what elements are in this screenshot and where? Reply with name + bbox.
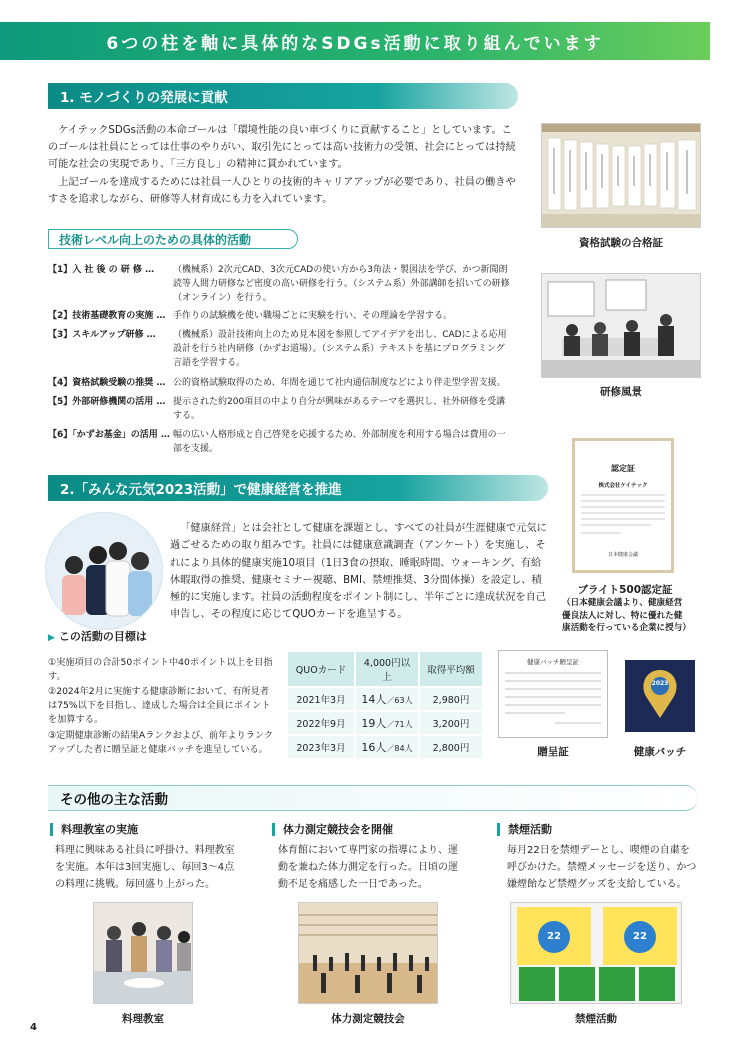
- fitness-heading: 体力測定競技会を開催: [272, 823, 393, 836]
- row-avg: 2,980円: [420, 688, 482, 710]
- poster-number: 22: [633, 931, 647, 942]
- cert-title: 認定証: [611, 464, 635, 473]
- activity-row: [48, 428, 513, 456]
- cert-issuer: 日本健康会議: [607, 552, 638, 558]
- activity-desc: 手作りの試験機を使い職場ごとに実験を行い、その理論を学習する。: [173, 311, 453, 321]
- activity-desc: 幅の広い人格形成と自己啓発を応援するため、外部制度を利用する場合は費用の一部を支援。: [173, 430, 506, 454]
- fitness-photo: [298, 902, 438, 1004]
- section2-para: 「健康経営」とは会社として健康を課題とし、すべての社員が生涯健康で元気に過ごせるための取り組みです。社員には健康意識調査（アンケート）を実施し、それにより具体的健康実施10項目（1日3食の摂取、睡眠時間、ウォーキング、有給休暇取得の推奨、健康セミナー視聴、BMI、禁煙推奨、3分間体操）を設定し、積極的に実施します。社員の活動程度をポイント制にし、半年ごとに達成状況を自己申告し、その程度に応じてQUOカードを進呈する。: [170, 523, 547, 621]
- activity-label: 【6】「かずお基金」の活用 …: [48, 430, 170, 440]
- total-value: ／63人: [386, 696, 413, 705]
- goal-item: ③定期健康診断の結果Aランクおよび、前年よりランクアップした者に贈呈証と健康バッチを進呈している。: [48, 730, 274, 755]
- goal-item: ②2024年2月に実施する健康診断において、有所見者は75%以下を目指し、達成した場合は全員にポイントを加算する。: [48, 686, 271, 725]
- activity-row: [48, 328, 513, 370]
- row-date: 2021年3月: [288, 688, 354, 710]
- activity-label: 【3】スキルアップ研修 …: [48, 330, 156, 340]
- row-count: [356, 736, 418, 758]
- count-value: 19人: [361, 717, 387, 730]
- row-avg: 2,800円: [420, 736, 482, 758]
- table-header: QUOカード: [288, 652, 354, 686]
- activity-row: [48, 395, 513, 423]
- table-header: 4,000円以上: [356, 652, 418, 686]
- nosmoking-heading: 禁煙活動: [497, 823, 552, 836]
- table-row: [288, 736, 482, 758]
- total-value: ／84人: [386, 744, 413, 753]
- bright500-caption: ブライト500認定証: [577, 584, 673, 596]
- row-avg: 3,200円: [420, 712, 482, 734]
- table-header: 取得平均額: [420, 652, 482, 686]
- section1-para1: ケイテックSDGs活動の本命ゴールは「環境性能の良い車づくりに貢献すること」としています。このゴールは社員にとっては仕事のやりがい、取引先にとっては高い技術力の受領、社会にとっては持続可能な社会の実現であり、「三方良し」の精神に貫かれています。: [48, 125, 516, 170]
- triangle-icon: ▶: [48, 633, 55, 643]
- page-banner: 6つの柱を軸に具体的なSDGs活動に取り組んでいます: [0, 22, 710, 60]
- goals-title: この活動の目標は: [58, 630, 147, 643]
- goal-item: ①実施項目の合計50ポイント中40ポイント以上を目指す。: [48, 657, 273, 682]
- cert-company: 株式会社ケイテック: [598, 483, 648, 489]
- goals-heading: [48, 628, 147, 644]
- count-value: 14人: [361, 693, 387, 706]
- row-count: [356, 688, 418, 710]
- certificates-caption: 資格試験の合格証: [579, 237, 663, 249]
- activity-row: [48, 376, 513, 390]
- activity-desc: （機械系）2次元CAD、3次元CADの使い方から3角法・製図法を学び、かつ新聞朗読等人間力研修など密度の高い研修を行う。（システム系）外部講師を招いての研修（オンライン）を行う。: [173, 265, 510, 303]
- count-value: 16人: [361, 741, 387, 754]
- fitness-text: 体育館において専門家の指導により、運動を兼ねた体力測定を行った。日頃の運動不足を痛感した一日であった。: [278, 845, 458, 890]
- cooking-heading: 料理教室の実施: [50, 823, 138, 836]
- activity-label: 【4】資格試験受験の推奨 …: [48, 378, 166, 388]
- section1-subheader: 技術レベル向上のための具体的活動: [48, 229, 298, 249]
- training-caption: 研修風景: [600, 386, 642, 398]
- section1-header: 1. モノづくりの発展に貢献: [48, 83, 518, 109]
- activity-label: 【5】外部研修機関の活用 …: [48, 397, 166, 407]
- quo-card-table: [286, 650, 484, 760]
- table-row: [288, 712, 482, 734]
- nosmoking-caption: 禁煙活動: [575, 1013, 617, 1025]
- award-title: 健康バッチ贈呈証: [527, 658, 579, 666]
- activity-label: 【2】技術基礎教育の実施 …: [48, 311, 166, 321]
- cooking-photo: [93, 902, 193, 1004]
- health-badge: [625, 660, 695, 732]
- award-certificate: [498, 650, 608, 738]
- award-caption: 贈呈証: [537, 746, 569, 758]
- staff-group-photo: [45, 512, 163, 630]
- row-date: 2023年3月: [288, 736, 354, 758]
- table-header-row: [288, 652, 482, 686]
- nosmoking-photo: [510, 902, 682, 1004]
- fitness-caption: 体力測定競技会: [331, 1013, 405, 1025]
- section2-header: 2.「みんな元気2023活動」で健康経営を推進: [48, 475, 548, 501]
- bright500-certificate: [572, 438, 674, 573]
- activity-label: 【1】入 社 後 の 研 修 …: [48, 265, 155, 275]
- badge-text: 2023: [651, 680, 669, 687]
- activity-desc: 提示された約200項目の中より自分が興味があるテーマを選択し、社外研修を受講する。: [173, 397, 506, 421]
- section3-header: その他の主な活動: [48, 785, 698, 811]
- row-count: [356, 712, 418, 734]
- activity-row: [48, 309, 513, 323]
- section1-para2: 上記ゴールを達成するためには社員一人ひとりの技術的キャリアアップが必要であり、社員の働きやすさを追求しながら、研修等人材育成にも力を入れています。: [48, 177, 516, 205]
- total-value: ／71人: [386, 720, 413, 729]
- row-date: 2022年9月: [288, 712, 354, 734]
- certificates-photo: [541, 123, 701, 228]
- cooking-caption: 料理教室: [122, 1013, 164, 1025]
- cooking-text: 料理に興味ある社員に呼掛け、料理教室を実施。本年は3回実施し、毎回3〜4点の料理に挑戦。毎回盛り上がった。: [55, 845, 235, 890]
- page-number: 4: [30, 1022, 37, 1033]
- activity-desc: （機械系）設計技術向上のため見本図を参照してアイデアを出し、CADによる応用設計を行う社内研修（かずお道場）。（システム系）テキストを基にプログラミング言語を学習する。: [173, 330, 507, 368]
- training-photo: [541, 273, 701, 378]
- nosmoking-text: 毎月22日を禁煙デーとし、喫煙の自粛を呼びかけた。禁煙メッセージを送り、かつ嫌煙飴など禁煙グッズを支給している。: [507, 845, 697, 890]
- bright500-note: （日本健康会議より、健康経営優良法人に対し、特に優れた健康活動を行っている企業に授与）: [562, 598, 691, 633]
- badge-caption: 健康バッチ: [633, 746, 687, 758]
- activity-desc: 公的資格試験取得のため、年間を通じて社内通信制度などにより伴走型学習支援。: [173, 378, 506, 388]
- activity-row: [48, 263, 513, 305]
- table-row: [288, 688, 482, 710]
- poster-number: 22: [547, 931, 561, 942]
